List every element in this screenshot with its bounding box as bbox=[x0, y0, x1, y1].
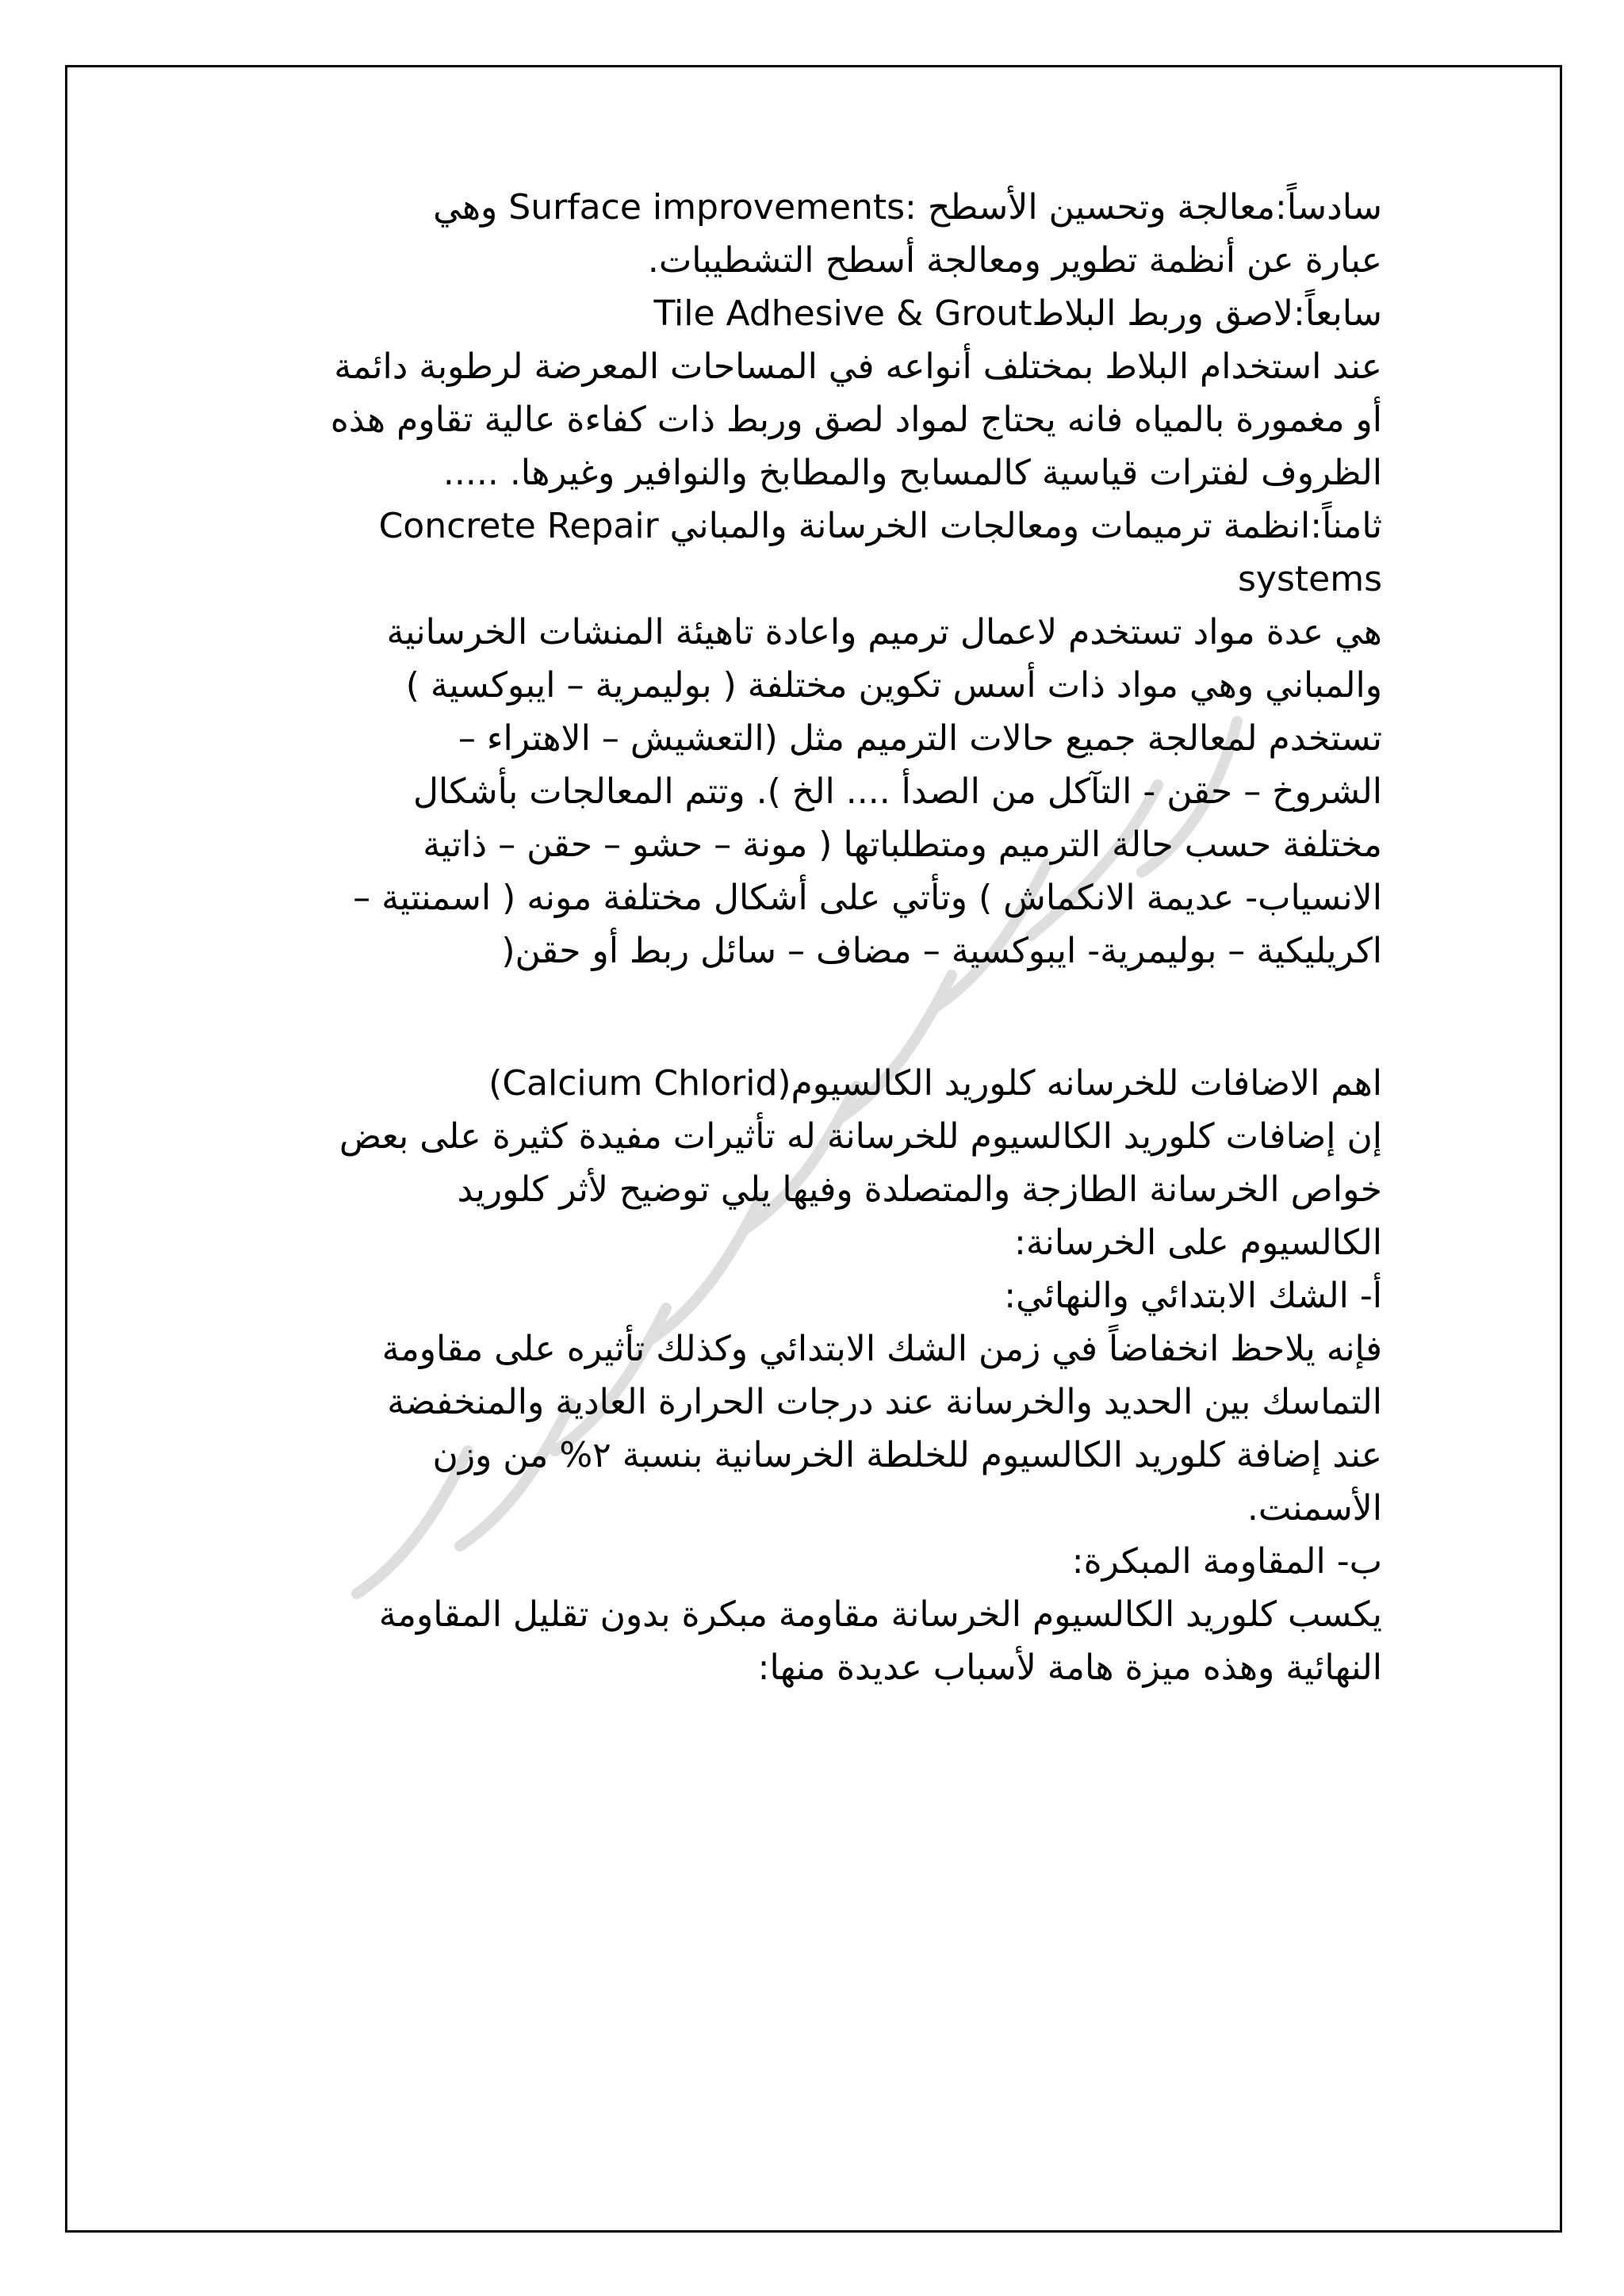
text-line: مختلفة حسب حالة الترميم ومتطلباتها ( مونة – حشو – حقن – ذاتية bbox=[423, 825, 1382, 865]
document-body bbox=[238, 181, 1382, 1694]
text-line: عبارة عن أنظمة تطوير ومعالجة أسطح التشطيبات. bbox=[647, 240, 1382, 281]
text-line: ثامناً:انظمة ترميمات ومعالجات الخرسانة والمباني Concrete Repair bbox=[378, 506, 1382, 546]
subheading: أ- الشك الابتدائي والنهائي: bbox=[1004, 1276, 1382, 1316]
text-line: هي عدة مواد تستخدم لاعمال ترميم واعادة تاهيئة المنشات الخرسانية bbox=[386, 612, 1382, 652]
text-line: سادساً:معالجة وتحسين الأسطح :Surface improvements وهي bbox=[433, 187, 1382, 228]
text-line: الشروخ – حقن - التآكل من الصدأ .... الخ ). وتتم المعالجات بأشكال bbox=[413, 771, 1382, 812]
text-line: الظروف لفترات قياسية كالمسابح والمطابخ والنوافير وغيرها. ..... bbox=[442, 453, 1382, 493]
text-line: الأسمنت. bbox=[1247, 1488, 1382, 1529]
section-heading: اهم الاضافات للخرسانه كلوريد الكالسيوم(Calcium Chlorid) bbox=[488, 1063, 1382, 1104]
text-line: أو مغمورة بالمياه فانه يحتاج لمواد لصق وربط ذات كفاءة عالية تقاوم هذه bbox=[330, 400, 1382, 440]
text-line: systems bbox=[1238, 559, 1382, 599]
text-line: والمباني وهي مواد ذات أسس تكوين مختلفة ( بوليمرية – ايبوكسية ) bbox=[405, 665, 1382, 706]
text-line: التماسك بين الحديد والخرسانة عند درجات الحرارة العادية والمنخفضة bbox=[387, 1382, 1382, 1422]
text-line: النهائية وهذه ميزة هامة لأسباب عديدة منها: bbox=[757, 1647, 1382, 1688]
text-line: عند استخدام البلاط بمختلف أنواعه في المساحات المعرضة لرطوبة دائمة bbox=[334, 346, 1382, 387]
text-line: فإنه يلاحظ انخفاضاً في زمن الشك الابتدائي وكذلك تأثيره على مقاومة bbox=[381, 1329, 1382, 1369]
text-line: يكسب كلوريد الكالسيوم الخرسانة مقاومة مبكرة بدون تقليل المقاومة bbox=[378, 1594, 1382, 1635]
text-line: الكالسيوم على الخرسانة: bbox=[1014, 1223, 1382, 1263]
text-line: اكريليكية – بوليمرية- ايبوكسية – مضاف – سائل ربط أو حقن( bbox=[501, 931, 1382, 971]
subheading: ب- المقاومة المبكرة: bbox=[1071, 1541, 1382, 1582]
paragraph-gap bbox=[238, 978, 1382, 1057]
text-line: إن إضافات كلوريد الكالسيوم للخرسانة له تأثيرات مفيدة كثيرة على بعض bbox=[339, 1116, 1382, 1157]
text-line: تستخدم لمعالجة جميع حالات الترميم مثل (التعشيش – الاهتراء – bbox=[458, 718, 1382, 759]
text-line: عند إضافة كلوريد الكالسيوم للخلطة الخرسانية بنسبة ٢% من وزن bbox=[432, 1435, 1382, 1475]
text-line: خواص الخرسانة الطازجة والمتصلدة وفيها يلي توضيح لأثر كلوريد bbox=[457, 1169, 1382, 1210]
text-line: سابعاً:لاصق وربط البلاطTile Adhesive & Grout bbox=[653, 293, 1382, 334]
text-line: الانسياب- عديمة الانكماش ) وتأتي على أشكال مختلفة مونه ( اسمنتية – bbox=[353, 878, 1382, 918]
